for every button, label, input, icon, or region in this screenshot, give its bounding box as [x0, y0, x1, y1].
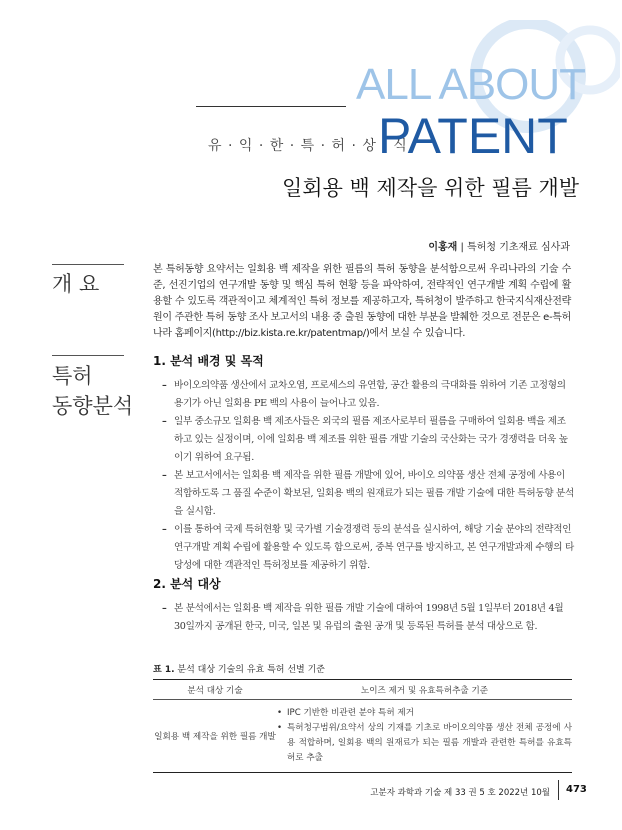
list-item: – 본 분석에서는 일회용 백 제작을 위한 필름 개발 기술에 대하여 1998년 5월 1일부터 2018년 4월 30일까지 공개된 한국, 미국, 일본 및 유럽의 출원 공개 및 등록된 특허를 분석 대상으로 함.	[162, 603, 564, 632]
overview-paragraph: 본 특허동향 요약서는 일회용 백 제작을 위한 필름의 특허 동향을 분석함으로써 우리나라의 기술 수준, 선진기업의 연구개발 동향 및 핵심 특허 현황 등을 파악하여, 전략적인 연구개발 계획 수립에 활용할 수 있도록 객관적이고 체계적인 특허 정보를 제공하고자, 특허청이 발주하고 한국지식재산전략원이 주관한 특허 동향 조사 보고서의 내용 중 출원 동향에 대한 부분을 발췌한 것으로 전문은 e-특허나라 홈페이지(http://biz.kista.re.kr/patentmap/)에서 보실 수 있습니다.	[153, 264, 571, 339]
article-title: 일회용 백 제작을 위한 필름 개발	[282, 176, 580, 200]
author-name: 이홍재	[428, 242, 458, 253]
table-header-technology: 분석 대상 기술	[153, 680, 277, 700]
page-number: 473	[566, 784, 587, 795]
footer-journal: 고분자 과학과 기술 제 33 권 5 호 2022년 10월	[370, 788, 550, 798]
author-line	[428, 238, 570, 253]
table-cell-technology: 일회용 백 제작을 위한 필름 개발	[153, 700, 277, 773]
list-item: – 본 보고서에서는 일회용 백 제작을 위한 필름 개발에 있어, 바이오 의약품 생산 전체 공정에 사용이 적합하도록 그 품질 수준이 확보된, 일회용 백의 원재료가 되는 필름 개발 기술에 대한 특허동향 분석을 실시함.	[162, 470, 574, 517]
brand-patent: PATENT	[378, 108, 568, 164]
trend-label-line2: 동향분석	[52, 394, 134, 418]
trend-rule	[52, 355, 124, 356]
overview-label: 개 요	[52, 272, 100, 296]
table-caption	[153, 662, 325, 675]
list-item: – 이를 통하여 국제 특허현황 및 국가별 기술경쟁력 등의 분석을 실시하여, 해당 기술 분야의 전략적인 연구개발 계획 수립에 활용할 수 있도록 함으로써, 중복 연구를 방지하고, 본 연구개발과제 수행의 타당성에 대한 객관적인 특허정보를 제공하기 위함.	[162, 524, 574, 571]
table-row	[153, 700, 572, 773]
trend-label-line1: 특허	[52, 364, 93, 388]
section1-heading: 1. 분석 배경 및 목적	[153, 354, 264, 368]
section1-list	[162, 377, 574, 575]
section2-list	[162, 600, 574, 636]
criteria-table	[153, 679, 572, 773]
table-header-criteria: 노이즈 제거 및 유효특허추출 기준	[277, 680, 572, 700]
table-cell-criteria	[277, 700, 572, 773]
table-caption-text: 분석 대상 기술의 유효 특허 선별 기준	[174, 665, 325, 675]
series-kicker: 유 · 익 · 한 · 특 · 허 · 상 · 식	[208, 138, 408, 154]
author-affiliation: 특허청 기초재료 심사과	[467, 242, 570, 253]
list-item: – 일부 중소규모 일회용 백 제조사들은 외국의 필름 제조사로부터 필름을 구매하여 일회용 백을 제조하고 있는 실정이며, 이에 일회용 백 제조를 위한 필름 개발 기술의 국산화는 국가 경쟁력을 더욱 높이기 위하여 요구됨.	[162, 416, 568, 463]
footer-divider	[558, 780, 559, 800]
header-rule	[196, 106, 346, 107]
author-separator: |	[457, 242, 468, 253]
brand-all-about: ALL ABOUT	[356, 60, 586, 109]
criteria-item: • IPC 기반한 비관련 분야 특허 제거	[277, 708, 414, 718]
overview-rule	[52, 264, 124, 265]
table-caption-label: 표 1.	[153, 665, 175, 675]
table-header-row	[153, 680, 572, 700]
section2-heading: 2. 분석 대상	[153, 577, 221, 591]
criteria-item: • 특허청구범위/요약서 상의 기재를 기초로 바이오의약품 생산 전체 공정에 사용 적합하며, 일회용 백의 원재료가 되는 필름 개발과 관련한 특허를 유효특허로 추출	[277, 723, 572, 763]
list-item: – 바이오의약품 생산에서 교차오염, 프로세스의 유연함, 공간 활용의 극대화를 위하여 기존 고정형의 용기가 아닌 일회용 PE 백의 사용이 늘어나고 있음.	[162, 380, 566, 409]
